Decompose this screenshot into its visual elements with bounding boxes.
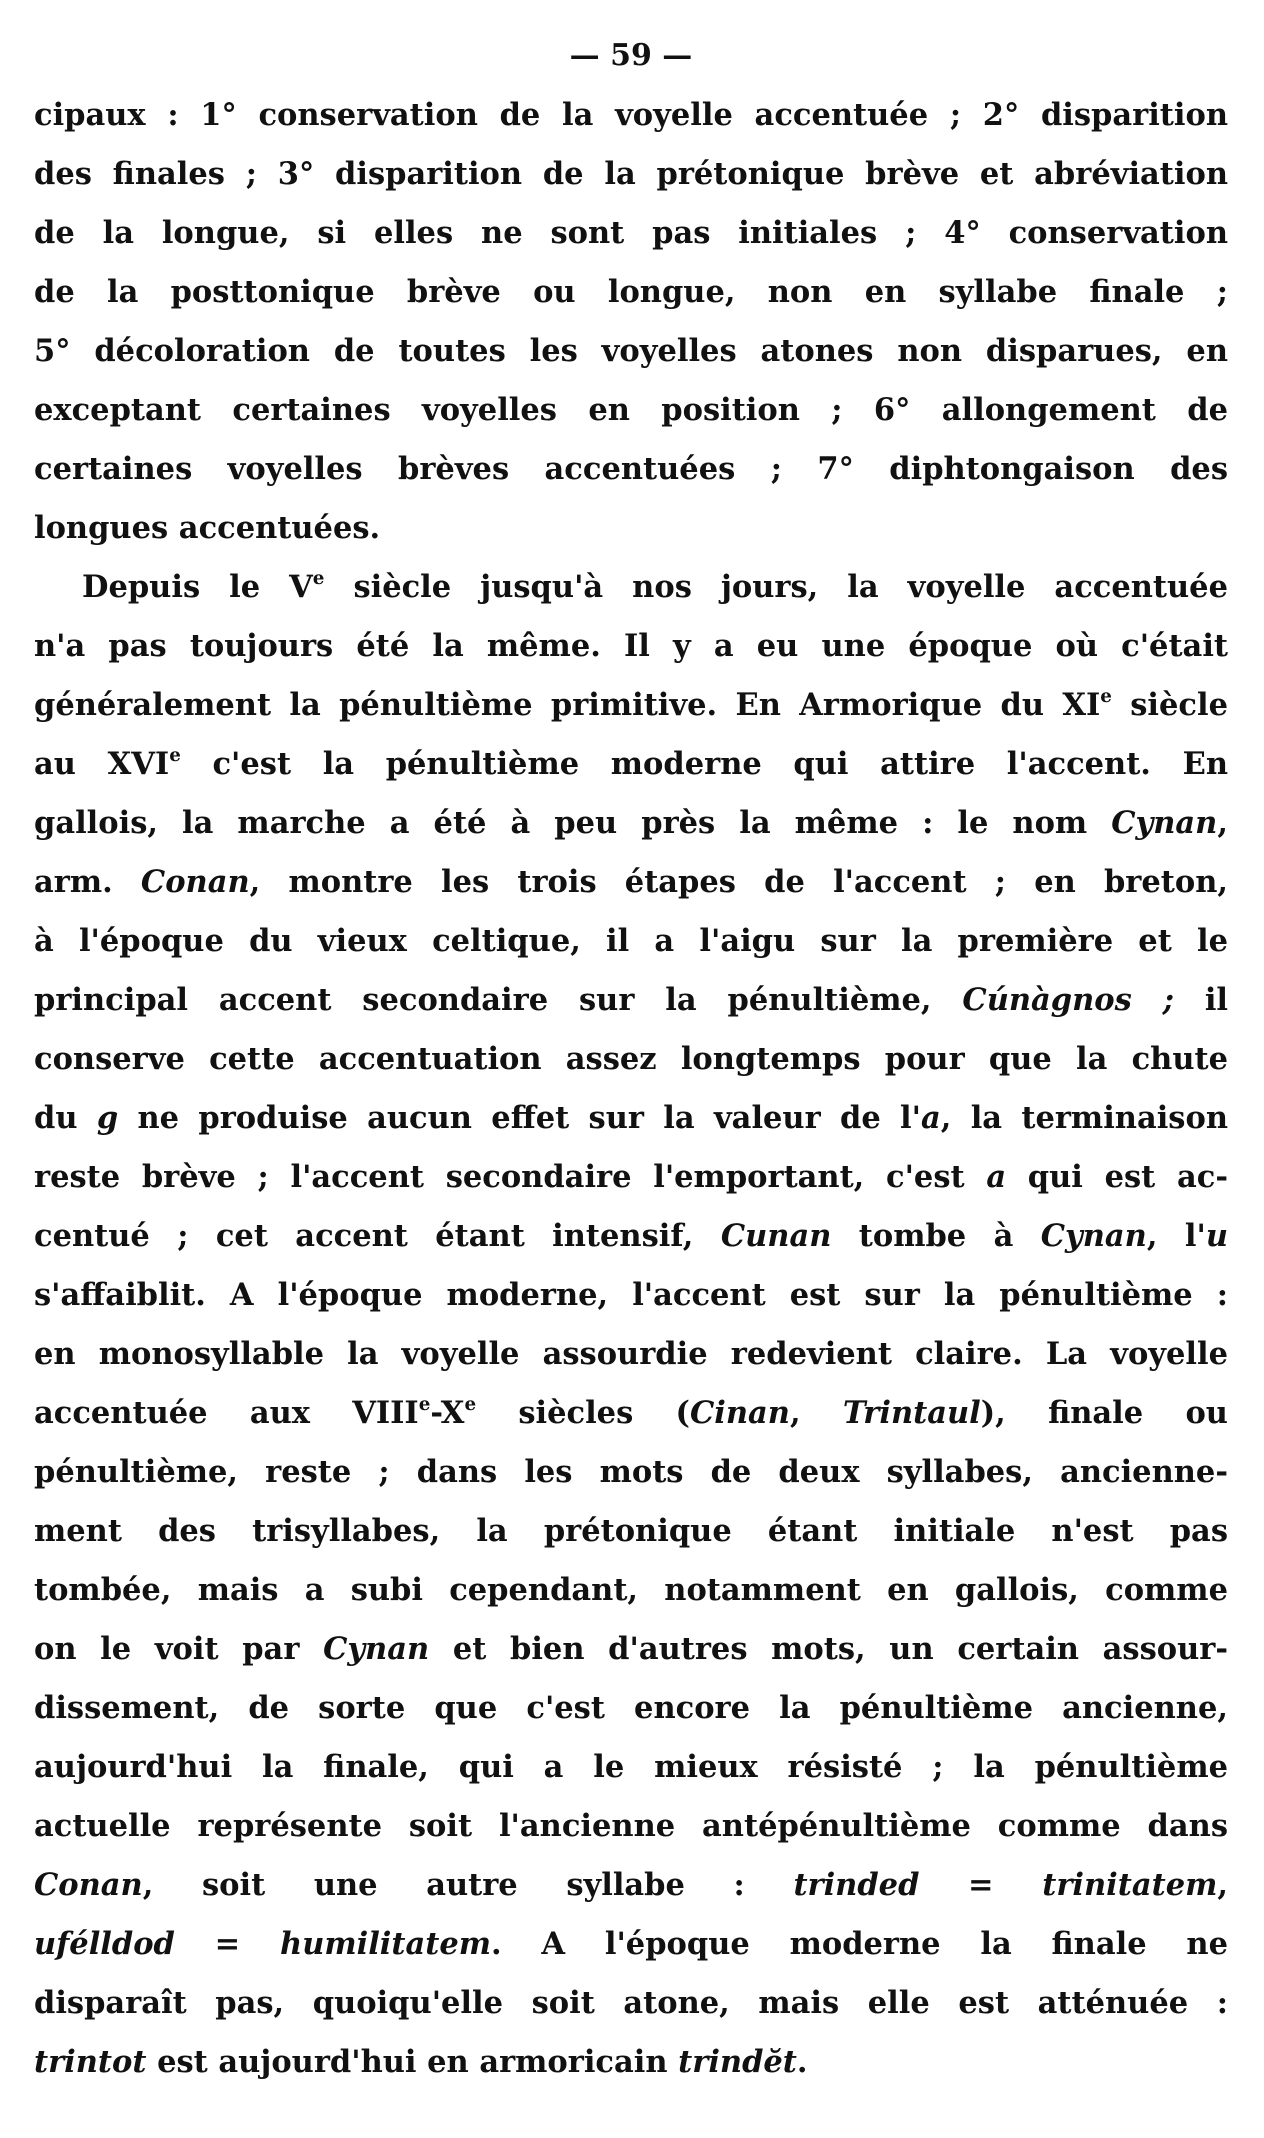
italic-word: ufélldod — [34, 1926, 175, 1962]
text-line: pénultième, reste ; dans les mots de deux syllabes, ancienne- — [34, 1454, 1228, 1490]
text-run: du — [34, 1100, 97, 1136]
text-line: ment des trisyllabes, la prétonique étant initiale n'est pas — [34, 1513, 1228, 1549]
italic-word: Trintaul — [842, 1395, 981, 1431]
text-run: , montre les trois étapes de l'accent ; en breton, — [249, 864, 1228, 900]
text-line — [34, 1384, 1228, 1443]
text-line — [34, 1207, 1228, 1266]
text-line — [34, 971, 1228, 1030]
italic-word: trinded — [793, 1867, 920, 1903]
text-run: , l' — [1146, 1218, 1206, 1254]
text-run: gallois, la marche a été à peu près la même : le nom — [34, 805, 1112, 841]
text-run: . A l'époque moderne la finale ne — [491, 1926, 1228, 1962]
text-line: de la longue, si elles ne sont pas initiales ; 4° conservation — [34, 215, 1228, 251]
text-line: 5° décoloration de toutes les voyelles atones non disparues, en — [34, 333, 1228, 369]
italic-word: trindĕt — [678, 2044, 797, 2080]
text-run: généralement la pénultième primitive. En Armorique du XI — [34, 687, 1101, 723]
italic-word: trinitatem — [1042, 1867, 1218, 1903]
text-line — [34, 558, 1228, 617]
italic-word: Cúnàgnos ; — [962, 982, 1174, 1018]
text-line: s'affaiblit. A l'époque moderne, l'accent est sur la pénultième : — [34, 1277, 1228, 1313]
text-line: certaines voyelles brèves accentuées ; 7° diphtongaison des — [34, 451, 1228, 487]
italic-word: Cynan — [323, 1631, 430, 1667]
text-run: est aujourd'hui en armoricain — [146, 2044, 679, 2080]
text-run: siècle jusqu'à nos jours, la voyelle accentuée — [324, 569, 1228, 605]
text-line — [34, 735, 1228, 794]
text-run: , — [1217, 805, 1228, 841]
italic-word: Cynan — [1040, 1218, 1147, 1254]
text-line: en monosyllable la voyelle assourdie redevient claire. La voyelle — [34, 1336, 1228, 1372]
text-run: il — [1173, 982, 1229, 1018]
text-line: conserve cette accentuation assez longtemps pour que la chute — [34, 1041, 1228, 1077]
text-line: longues accentuées. — [34, 510, 381, 546]
text-line: n'a pas toujours été la même. Il y a eu une époque où c'était — [34, 628, 1228, 664]
text-run: arm. — [34, 864, 141, 900]
text-run: centué ; cet accent étant intensif, — [34, 1218, 721, 1254]
italic-word: Conan — [140, 864, 250, 900]
italic-word: Conan — [34, 1867, 143, 1903]
italic-word: trintot — [34, 2044, 147, 2080]
text-run: , la terminaison — [940, 1100, 1228, 1136]
text-line — [34, 794, 1228, 853]
text-line — [34, 1856, 1228, 1915]
text-line: disparaît pas, quoiqu'elle soit atone, mais elle est atténuée : — [34, 1985, 1228, 2021]
text-run: = — [174, 1926, 281, 1962]
text-line: cipaux : 1° conservation de la voyelle accentuée ; 2° disparition — [34, 97, 1228, 133]
text-line — [34, 1148, 1228, 1207]
text-line: dissement, de sorte que c'est encore la pénultième ancienne, — [34, 1690, 1228, 1726]
text-line: exceptant certaines voyelles en position ; 6° allongement de — [34, 392, 1228, 428]
document-page — [34, 30, 1228, 2092]
page-number: — 59 — — [569, 38, 693, 73]
text-run: . — [796, 2044, 808, 2080]
text-line: de la posttonique brève ou longue, non en syllabe finale ; — [34, 274, 1228, 310]
text-run: reste brève ; l'accent secondaire l'emportant, c'est — [34, 1159, 987, 1195]
italic-word: Cynan — [1111, 805, 1218, 841]
paragraph-1 — [34, 86, 1228, 558]
text-line — [34, 1089, 1228, 1148]
text-run: et bien d'autres mots, un certain assour- — [429, 1631, 1228, 1667]
superscript: e — [169, 745, 181, 767]
text-run: Depuis le V — [82, 569, 313, 605]
text-run: , — [789, 1395, 843, 1431]
text-run: siècle — [1111, 687, 1228, 723]
text-run: on le voit par — [34, 1631, 324, 1667]
italic-word: a — [920, 1100, 941, 1136]
text-line: des finales ; 3° disparition de la prétonique brève et abréviation — [34, 156, 1228, 192]
superscript: e — [418, 1394, 431, 1416]
text-run: -X — [430, 1395, 465, 1431]
text-line — [34, 2033, 1228, 2092]
italic-word: u — [1205, 1218, 1228, 1254]
text-run: c'est la pénultième moderne qui attire l'accent. En — [180, 746, 1228, 782]
text-run: , soit une autre syllabe : — [142, 1867, 794, 1903]
italic-word: a — [986, 1159, 1007, 1195]
text-line — [34, 853, 1228, 912]
text-run: , — [1217, 1867, 1228, 1903]
text-run: qui est ac- — [1006, 1159, 1228, 1195]
italic-word: humilitatem — [280, 1926, 492, 1962]
text-line: tombée, mais a subi cependant, notamment en gallois, comme — [34, 1572, 1228, 1608]
text-line — [34, 676, 1228, 735]
text-run: accentuée aux VIII — [34, 1395, 419, 1431]
text-line — [34, 1620, 1228, 1679]
text-run: principal accent secondaire sur la pénultième, — [34, 982, 963, 1018]
superscript: e — [312, 568, 325, 590]
text-line — [34, 1915, 1228, 1974]
superscript: e — [464, 1394, 477, 1416]
text-line: actuelle représente soit l'ancienne antépénultième comme dans — [34, 1808, 1228, 1844]
text-line: aujourd'hui la finale, qui a le mieux résisté ; la pénultième — [34, 1749, 1228, 1785]
italic-word: Cinan — [689, 1395, 790, 1431]
italic-word: g — [96, 1100, 119, 1136]
text-line: à l'époque du vieux celtique, il a l'aigu sur la première et le — [34, 923, 1228, 959]
text-run: au XVI — [34, 746, 170, 782]
text-run: = — [919, 1867, 1043, 1903]
superscript: e — [1100, 686, 1112, 708]
text-run: ), finale ou — [980, 1395, 1228, 1431]
italic-word: Cunan — [720, 1218, 832, 1254]
paragraph-2 — [34, 558, 1228, 2092]
text-run: siècles ( — [476, 1395, 690, 1431]
text-run: tombe à — [831, 1218, 1041, 1254]
text-run: ne produise aucun effet sur la valeur de l' — [118, 1100, 921, 1136]
